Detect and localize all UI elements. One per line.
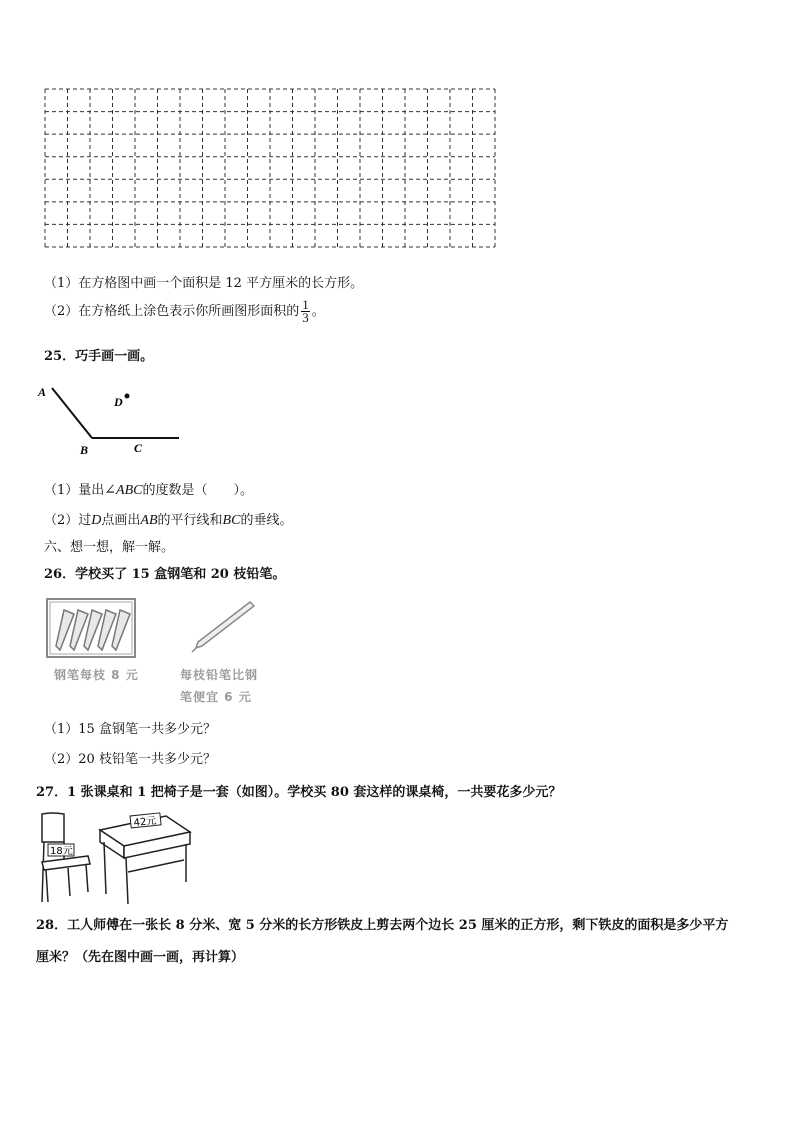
- q28-line1: 28．工人师傅在一张长 8 分米、宽 5 分米的长方形铁皮上剪去两个边长 25 厘米的正方形，剩下铁皮的面积是多少平方: [36, 918, 729, 933]
- label-c: C: [134, 441, 143, 455]
- point-d-dot: [125, 394, 130, 399]
- q26-title: 26．学校买了 15 盒钢笔和 20 枝铅笔。: [44, 567, 286, 582]
- pencil-price-caption-line2: 笔便宜 6 元: [180, 690, 252, 704]
- q24-part2-suffix: 。: [311, 304, 325, 319]
- chair-illustration: [36, 812, 94, 904]
- desk-price-tag: 42元: [133, 815, 157, 829]
- fraction-one-third: [301, 299, 310, 324]
- q27-title: 27．1 张课桌和 1 把椅子是一套（如图）。学校买 80 套这样的课桌椅，一共要花多少元？: [36, 785, 562, 800]
- q26-part2: （2）20 枝铅笔一共多少元？: [44, 752, 216, 767]
- desk-illustration: [96, 812, 192, 906]
- q25-part2: [44, 509, 292, 529]
- label-d: D: [114, 395, 123, 409]
- point-d: D: [91, 513, 102, 528]
- q26-part1: （1）15 盒钢笔一共多少元？: [44, 722, 216, 737]
- q25-part1-prefix: （1）量出: [44, 483, 105, 498]
- square-grid: [44, 88, 496, 248]
- ray-ba: [52, 388, 92, 438]
- q25-part1: [44, 479, 253, 499]
- pen-price-caption: 钢笔每枝 8 元: [54, 668, 139, 682]
- q24-part2-prefix: （2）在方格纸上涂色表示你所画图形面积的: [44, 304, 300, 319]
- q28-line2: 厘米？（先在图中画一画，再计算）: [36, 950, 245, 965]
- q24-part2: [44, 299, 325, 324]
- pencil-illustration: [190, 598, 256, 654]
- q25-part1-suffix: 的度数是（ ）。: [142, 483, 253, 498]
- section-6-heading: 六、想一想，解一解。: [44, 540, 175, 555]
- q25-part2-a: （2）过: [44, 513, 92, 528]
- line-bc: BC: [222, 513, 241, 528]
- pen-box-illustration: [46, 598, 138, 660]
- label-b: B: [80, 443, 89, 457]
- label-a: A: [38, 385, 47, 399]
- q25-part2-c: 的平行线和: [157, 513, 223, 528]
- pencil-price-caption-line1: 每枝铅笔比钢: [180, 668, 259, 682]
- line-ab: AB: [140, 513, 158, 528]
- q25-part2-e: 的垂线。: [240, 513, 293, 528]
- chair-price-tag: 18元: [50, 846, 73, 857]
- q24-part1: （1）在方格图中画一个面积是 12 平方厘米的长方形。: [44, 276, 364, 291]
- fraction-numerator: 1: [302, 297, 309, 312]
- fraction-denominator: 3: [302, 310, 309, 325]
- q25-title: 25．巧手画一画。: [44, 349, 154, 364]
- angle-abc-figure: [36, 382, 186, 462]
- q25-part2-b: 点画出: [101, 513, 141, 528]
- angle-abc: ∠ABC: [104, 483, 143, 498]
